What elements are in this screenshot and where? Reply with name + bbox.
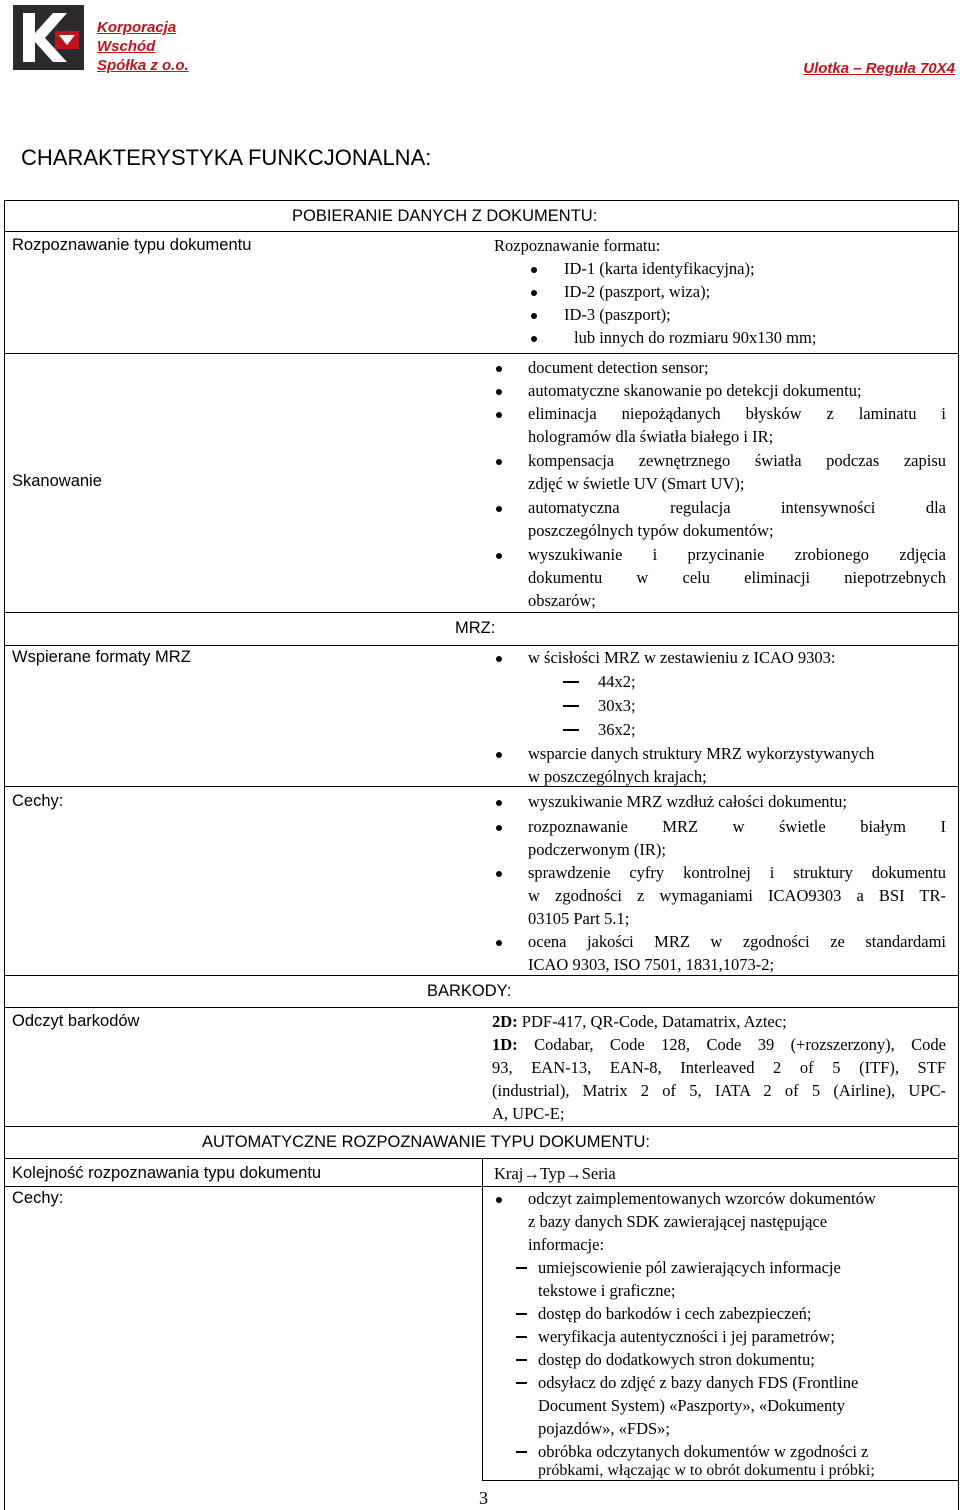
- bullet: [496, 1197, 502, 1203]
- list-item: lub innych do rozmiaru 90x130 mm;: [574, 328, 817, 347]
- sub-item-cont: tekstowe i graficzne;: [538, 1281, 676, 1300]
- list-item-cont: hologramów dla światła białego i IR;: [528, 427, 774, 446]
- list-item-cont: w zgodności z wymaganiami ICAO9303 a BSI TR-: [528, 886, 946, 905]
- row-label-barkody: Odczyt barkodów: [12, 1012, 140, 1030]
- section-heading-barkody: BARKODY:: [427, 982, 512, 1000]
- barcode-1d-value: Codabar, Code 128, Code 39 (+rozszerzony), Code: [534, 1035, 947, 1054]
- list-item: rozpoznawanie MRZ w świetle białym I: [528, 817, 946, 836]
- list-item: wsparcie danych struktury MRZ wykorzystywanych: [528, 744, 875, 763]
- company-line-2: Wschód: [97, 38, 156, 55]
- company-line-3: Spółka z o.o.: [97, 57, 189, 74]
- bullet: [496, 800, 502, 806]
- bullet: [496, 825, 502, 831]
- sub-item: odsyłacz do zdjęć z bazy danych FDS (Frontline: [538, 1373, 859, 1392]
- bullet: [496, 366, 502, 372]
- sub-item: weryfikacja autentyczności i jej parametrów;: [538, 1327, 835, 1346]
- section-heading-auto: AUTOMATYCZNE ROZPOZNAWANIE TYPU DOKUMENTU:: [202, 1133, 650, 1151]
- main-heading: CHARAKTERYSTYKA FUNKCJONALNA:: [21, 145, 432, 170]
- row-label-rozpoznawanie: Rozpoznawanie typu dokumentu: [12, 236, 252, 254]
- dash: [563, 705, 579, 707]
- bullet: [531, 313, 537, 319]
- list-item: eliminacja niepożądanych błysków z laminatu i: [528, 404, 946, 423]
- list-item-cont: poszczególnych typów dokumentów;: [528, 521, 774, 540]
- list-item-cont: zdjęć w świetle UV (Smart UV);: [528, 474, 745, 493]
- bullet: [496, 940, 502, 946]
- bullet: [496, 553, 502, 559]
- company-logo: [13, 5, 84, 70]
- bullet: [531, 267, 537, 273]
- list-item: kompensacja zewnętrznego światła podczas zapisu: [528, 451, 946, 470]
- barcode-1d-cont: 93, EAN-13, EAN-8, Interleaved 2 of 5 (ITF), STF: [492, 1058, 946, 1077]
- list-item-cont: dokumentu w celu eliminacji niepotrzebnych: [528, 568, 946, 587]
- list-item: ID-3 (paszport);: [564, 305, 671, 324]
- section-heading-mrz: MRZ:: [455, 619, 496, 637]
- dash: [516, 1313, 527, 1315]
- bullet: [496, 871, 502, 877]
- row-label-cechy-auto: Cechy:: [12, 1189, 64, 1207]
- kolejnosc-value: Kraj→Typ→Seria: [494, 1164, 616, 1183]
- bullet: [496, 459, 502, 465]
- bullet: [496, 656, 502, 662]
- list-item-cont: podczerwonym (IR);: [528, 840, 666, 859]
- list-item: odczyt zaimplementowanych wzorców dokumentów: [528, 1189, 876, 1208]
- section-heading-pobieranie: POBIERANIE DANYCH Z DOKUMENTU:: [292, 207, 598, 225]
- document-reference-link[interactable]: Ulotka – Reguła 70X4: [803, 60, 955, 77]
- row-label-kolejnosc: Kolejność rozpoznawania typu dokumentu: [12, 1164, 322, 1182]
- list-item: automatyczne skanowanie po detekcji dokumentu;: [528, 381, 862, 400]
- list-item: ocena jakości MRZ w zgodności ze standardami: [528, 932, 946, 951]
- list-item: document detection sensor;: [528, 358, 709, 377]
- barcode-2d-value: PDF-417, QR-Code, Datamatrix, Aztec;: [521, 1012, 787, 1031]
- list-item: 36x2;: [598, 720, 636, 739]
- list-item: wyszukiwanie i przycinanie zrobionego zdjęcia: [528, 545, 946, 564]
- dash: [516, 1359, 527, 1361]
- sub-item-cont: pojazdów», «FDS»;: [538, 1419, 670, 1438]
- bullet: [496, 389, 502, 395]
- bullet: [496, 412, 502, 418]
- bullet: [531, 290, 537, 296]
- list-item-cont: informacje:: [528, 1235, 605, 1254]
- sub-item: dostęp do barkodów i cech zabezpieczeń;: [538, 1304, 812, 1323]
- list-item-cont: w poszczególnych krajach;: [528, 767, 707, 786]
- bullet: [496, 506, 502, 512]
- bullet: [496, 752, 502, 758]
- company-name[interactable]: [97, 18, 189, 75]
- barcode-1d-line: [492, 1035, 946, 1055]
- company-line-1: Korporacja: [97, 19, 177, 36]
- page-number: 3: [479, 1488, 488, 1508]
- dash: [516, 1382, 527, 1384]
- barcode-2d-key: 2D:: [492, 1012, 518, 1031]
- row-label-formaty: Wspierane formaty MRZ: [12, 648, 191, 666]
- sub-item: obróbka odczytanych dokumentów w zgodności z: [538, 1442, 869, 1461]
- list-item: ID-2 (paszport, wiza);: [564, 282, 711, 301]
- barcode-1d-cont: A, UPC-E;: [492, 1104, 565, 1123]
- list-item-cont: ICAO 9303, ISO 7501, 1831,1073-2;: [528, 955, 775, 974]
- dash: [516, 1336, 527, 1338]
- dash: [516, 1267, 527, 1269]
- sub-item-cont: Document System) «Paszporty», «Dokumenty: [538, 1396, 846, 1415]
- sub-item: dostęp do dodatkowych stron dokumentu;: [538, 1350, 815, 1369]
- list-item: automatyczna regulacja intensywności dla: [528, 498, 946, 517]
- sub-item-cont: próbkami, włączając w to obrót dokumentu i próbki;: [538, 1462, 875, 1479]
- list-item: sprawdzenie cyfry kontrolnej i struktury dokumentu: [528, 863, 946, 882]
- list-item-cont: 03105 Part 5.1;: [528, 909, 630, 928]
- list-item: wyszukiwanie MRZ wzdłuż całości dokumentu;: [528, 792, 847, 811]
- list-item-cont: obszarów;: [528, 591, 596, 610]
- list-item: 30x3;: [598, 696, 636, 715]
- row-label-skanowanie: Skanowanie: [12, 472, 102, 490]
- list-item-cont: z bazy danych SDK zawierającej następujące: [528, 1212, 828, 1231]
- rozpoznawanie-intro: Rozpoznawanie formatu:: [494, 236, 661, 255]
- list-item: ID-1 (karta identyfikacyjna);: [564, 259, 755, 278]
- sub-item: umiejscowienie pól zawierających informacje: [538, 1258, 841, 1277]
- row-label-cechy-mrz: Cechy:: [12, 792, 64, 810]
- barcode-1d-key: 1D:: [492, 1035, 518, 1054]
- dash: [563, 681, 579, 683]
- dash: [516, 1451, 527, 1453]
- dash: [563, 729, 579, 731]
- barcode-1d-cont: (industrial), Matrix 2 of 5, IATA 2 of 5 (Airline), UPC-: [492, 1081, 946, 1100]
- bullet: [531, 336, 537, 342]
- list-item: w ścisłości MRZ w zestawieniu z ICAO 9303:: [528, 648, 836, 667]
- barcode-2d: [492, 1012, 787, 1032]
- list-item: 44x2;: [598, 672, 636, 691]
